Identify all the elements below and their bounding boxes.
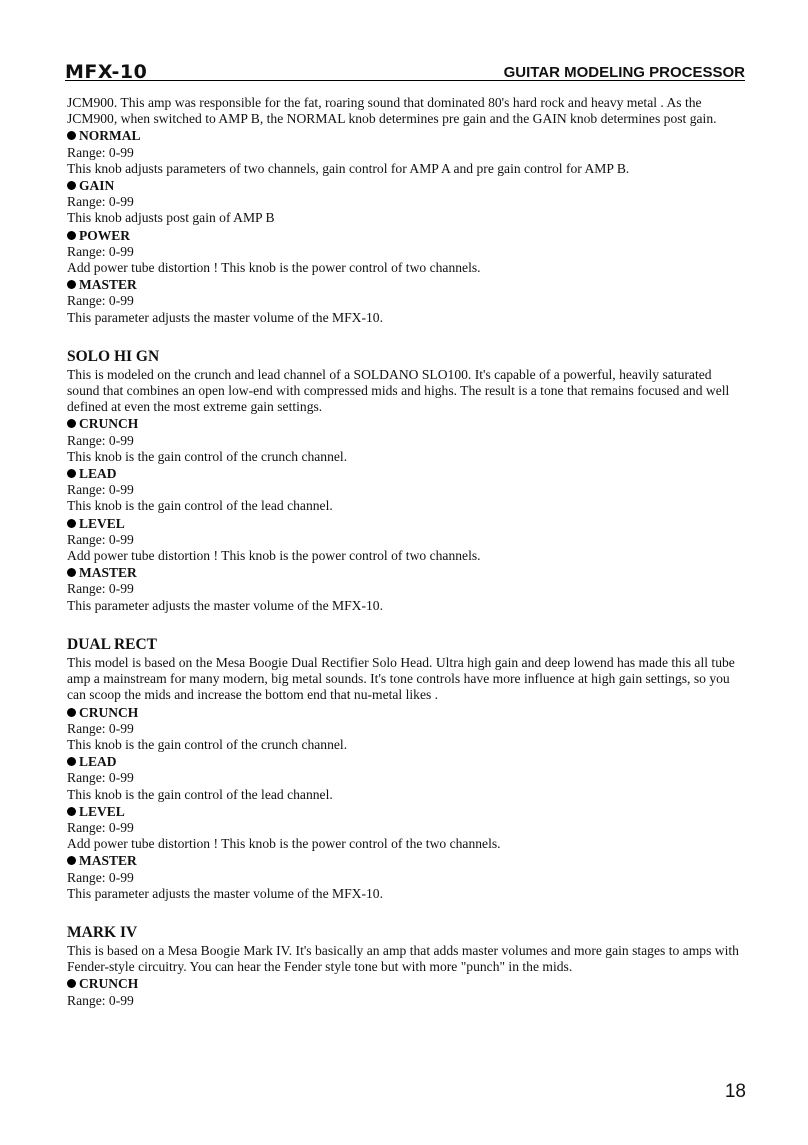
param-title <box>67 754 747 770</box>
bullet-icon <box>67 181 76 190</box>
bullet-icon <box>67 807 76 816</box>
param-range: Range: 0-99 <box>67 869 134 885</box>
param-name: LEAD <box>79 466 117 482</box>
bullet-icon <box>67 469 76 478</box>
param-range: Range: 0-99 <box>67 482 134 498</box>
param-master <box>67 853 747 902</box>
section-solo-high-gain <box>67 348 747 614</box>
param-master <box>67 565 747 614</box>
bullet-icon <box>67 280 76 289</box>
bullet-icon <box>67 419 76 428</box>
param-name: LEAD <box>79 754 117 770</box>
param-name: MASTER <box>79 277 137 293</box>
param-desc: Add power tube distortion ! This knob is the power control of two channels. <box>67 260 481 276</box>
param-name: GAIN <box>79 178 115 194</box>
bullet-icon <box>67 757 76 766</box>
param-desc: This knob is the gain control of the lead channel. <box>67 498 333 514</box>
param-title <box>67 228 747 244</box>
param-level <box>67 516 747 565</box>
bullet-icon <box>67 568 76 577</box>
param-desc: This knob is the gain control of the crunch channel. <box>67 736 348 752</box>
param-name: MASTER <box>79 565 137 581</box>
section-jcm900 <box>67 95 747 326</box>
param-range: Range: 0-99 <box>67 243 134 259</box>
param-title <box>67 516 747 532</box>
param-normal <box>67 128 747 177</box>
header-rule <box>65 80 745 81</box>
param-lead <box>67 466 747 515</box>
param-desc: This parameter adjusts the master volume of the MFX-10. <box>67 597 383 613</box>
param-desc: This knob adjusts post gain of AMP B <box>67 210 275 226</box>
param-range: Range: 0-99 <box>67 432 134 448</box>
bullet-icon <box>67 708 76 717</box>
param-name: MASTER <box>79 853 137 869</box>
param-range: Range: 0-99 <box>67 293 134 309</box>
param-gain <box>67 178 747 227</box>
param-level <box>67 804 747 853</box>
param-power <box>67 228 747 277</box>
section-title: SOLO HI GN <box>67 347 160 365</box>
section-title: DUAL RECT <box>67 635 158 653</box>
param-title <box>67 178 747 194</box>
param-range: Range: 0-99 <box>67 819 134 835</box>
param-desc: Add power tube distortion ! This knob is the power control of the two channels. <box>67 836 501 852</box>
param-title <box>67 976 747 992</box>
param-title <box>67 705 747 721</box>
param-name: LEVEL <box>79 515 125 531</box>
param-crunch <box>67 416 747 465</box>
param-range: Range: 0-99 <box>67 720 134 736</box>
param-name: CRUNCH <box>79 416 139 432</box>
param-title <box>67 466 747 482</box>
param-range: Range: 0-99 <box>67 770 134 786</box>
param-range: Range: 0-99 <box>67 531 134 547</box>
param-range: Range: 0-99 <box>67 144 134 160</box>
param-title <box>67 853 747 869</box>
param-desc: This parameter adjusts the master volume of the MFX-10. <box>67 885 383 901</box>
section-dual-rect <box>67 636 747 902</box>
param-name: LEVEL <box>79 803 125 819</box>
param-title <box>67 128 747 144</box>
section-intro: JCM900. This amp was responsible for the fat, roaring sound that dominated 80's hard rock and heavy metal . As the JCM900, when switched to AMP B, the NORMAL knob determines pre gain and the GAIN knob determines post gain. <box>67 95 717 127</box>
section-title: MARK IV <box>67 923 138 941</box>
param-desc: Add power tube distortion ! This knob is the power control of two channels. <box>67 548 481 564</box>
bullet-icon <box>67 979 76 988</box>
bullet-icon <box>67 231 76 240</box>
param-desc: This knob is the gain control of the crunch channel. <box>67 448 348 464</box>
param-crunch <box>67 705 747 754</box>
param-title <box>67 804 747 820</box>
param-name: CRUNCH <box>79 704 139 720</box>
param-title <box>67 277 747 293</box>
param-range: Range: 0-99 <box>67 992 134 1008</box>
param-title <box>67 416 747 432</box>
param-name: NORMAL <box>79 128 141 144</box>
mfx10-logo: MFX-10 <box>65 61 148 83</box>
section-intro: This model is based on the Mesa Boogie Dual Rectifier Solo Head. Ultra high gain and deep lowend has made this all tube amp a mainstream for many modern, big metal sounds. It's tone controls have more influence at high gain settings, so you can scoop the mids and increase the bottom end that nu-metal likes . <box>67 654 735 703</box>
param-name: POWER <box>79 227 131 243</box>
page-number: 18 <box>724 1081 746 1102</box>
page-header <box>65 62 745 82</box>
section-intro: This is based on a Mesa Boogie Mark IV. It's basically an amp that adds master volumes and more gain stages to amps with Fender-style circuitry. You can hear the Fender style tone but with more "punch" in the mids. <box>67 942 739 975</box>
manual-content <box>67 95 747 1009</box>
header-subtitle: GUITAR MODELING PROCESSOR <box>503 64 745 81</box>
param-desc: This parameter adjusts the master volume of the MFX-10. <box>67 309 383 325</box>
param-master <box>67 277 747 326</box>
param-crunch <box>67 976 747 1008</box>
param-range: Range: 0-99 <box>67 194 134 210</box>
bullet-icon <box>67 856 76 865</box>
section-mark-iv <box>67 924 747 1009</box>
param-desc: This knob adjusts parameters of two channels, gain control for AMP A and pre gain control for AMP B. <box>67 160 630 176</box>
param-lead <box>67 754 747 803</box>
bullet-icon <box>67 131 76 140</box>
param-desc: This knob is the gain control of the lead channel. <box>67 786 333 802</box>
param-range: Range: 0-99 <box>67 581 134 597</box>
section-intro: This is modeled on the crunch and lead channel of a SOLDANO SLO100. It's capable of a powerful, heavily saturated sound that combines an open low-end with compressed mids and highs. The result is a tone that remains focused and well defined at even the most extreme gain settings. <box>67 366 730 415</box>
param-title <box>67 565 747 581</box>
bullet-icon <box>67 519 76 528</box>
param-name: CRUNCH <box>79 976 139 992</box>
